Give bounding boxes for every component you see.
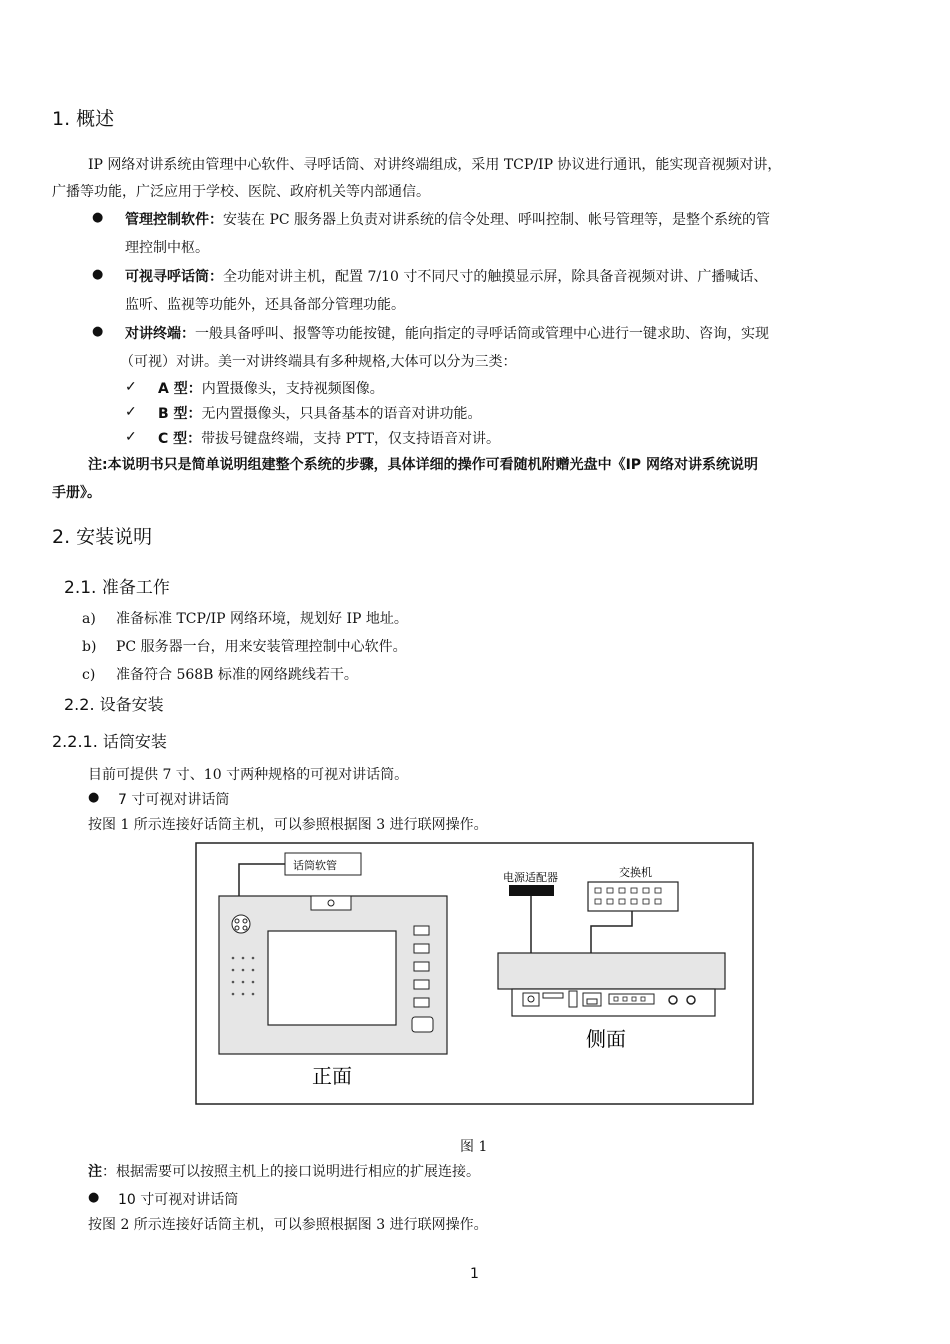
side-label: 侧面 — [586, 1027, 626, 1051]
expansion-note: 注：根据需要可以按照主机上的接口说明进行相应的扩展连接。 — [88, 1164, 480, 1180]
hose-port — [232, 915, 250, 933]
manual-note-cont: 手册》。 — [52, 485, 101, 501]
bullet-paging-mic: 可视寻呼话筒：全功能对讲主机，配置 7/10 寸不同尺寸的触摸显示屏，除具备音视频对讲、广播喊话、 — [125, 269, 768, 285]
front-label: 正面 — [312, 1064, 352, 1088]
bullet-dot: ● — [92, 324, 104, 339]
bullet-dot: ● — [92, 210, 104, 225]
switch-toggle — [569, 991, 577, 1007]
prep-item-mark: b) — [82, 639, 97, 655]
check-icon: ✓ — [125, 429, 137, 445]
figure-1-diagram — [195, 842, 755, 1106]
switch-box — [588, 882, 678, 911]
prep-item: 准备标准 TCP/IP 网络环境，规划好 IP 地址。 — [116, 611, 408, 627]
power-adapter — [509, 885, 554, 896]
bullet-dot: ● — [88, 1190, 100, 1205]
bullet-terminal: 对讲终端：一般具备呼叫、报警等功能按键，能向指定的寻呼话筒或管理中心进行一键求助、咨询，实现 — [125, 326, 769, 342]
bullet-dot: ● — [92, 267, 104, 282]
mic-intro: 目前可提供 7 寸、10 寸两种规格的可视对讲话筒。 — [88, 767, 409, 783]
camera-housing — [311, 896, 351, 910]
intro-line-2: 广播等功能，广泛应用于学校、医院、政府机关等内部通信。 — [52, 184, 430, 200]
page-number: 1 — [470, 1266, 479, 1282]
hose-label: 话筒软管 — [293, 859, 337, 872]
type-c: C 型：带拔号键盘终端，支持 PTT，仅支持语音对讲。 — [158, 431, 500, 447]
intro-line-1: IP 网络对讲系统由管理中心软件、寻呼话筒、对讲终端组成，采用 TCP/IP 协议进行通讯，能实现音视频对讲， — [88, 157, 782, 173]
prep-heading: 2.1. 准备工作 — [64, 578, 170, 598]
power-label: 电源适配器 — [503, 871, 558, 884]
bullet-software: 管理控制软件：安装在 PC 服务器上负责对讲系统的信令处理、呼叫控制、帐号管理等，是整个系统的管 — [125, 212, 771, 228]
handset-side-body — [498, 953, 725, 989]
type-a: A 型：内置摄像头，支持视频图像。 — [158, 381, 384, 397]
switch-label: 交换机 — [619, 866, 652, 879]
prep-item: 准备符合 568B 标准的网络跳线若干。 — [116, 667, 358, 683]
mic7-title: 7 寸可视对讲话筒 — [118, 792, 230, 808]
section-1-heading: 1. 概述 — [52, 108, 115, 130]
power-port — [523, 993, 539, 1006]
terminal-block — [609, 994, 654, 1004]
check-icon: ✓ — [125, 404, 137, 420]
slot — [543, 993, 563, 998]
mic10-text: 按图 2 所示连接好话筒主机，可以参照根据图 3 进行联网操作。 — [88, 1217, 488, 1233]
bullet-paging-mic-cont: 监听、监视等功能外，还具备部分管理功能。 — [125, 297, 405, 313]
section-2-heading: 2. 安装说明 — [52, 526, 153, 548]
touch-screen — [268, 931, 396, 1025]
bullet-terminal-cont: （可视）对讲。美一对讲终端具有多种规格,大体可以分为三类： — [120, 354, 517, 370]
bullet-software-cont: 理控制中枢。 — [125, 240, 209, 256]
prep-item-mark: a) — [82, 611, 96, 627]
install-heading: 2.2. 设备安装 — [64, 695, 164, 714]
manual-note: 注:本说明书只是简单说明组建整个系统的步骤，具体详细的操作可看随机附赠光盘中《IP 网络对讲系统说明 — [88, 457, 758, 473]
figure-caption: 图 1 — [460, 1139, 488, 1155]
bullet-dot: ● — [88, 790, 100, 805]
prep-item: PC 服务器一台，用来安装管理控制中心软件。 — [116, 639, 407, 655]
prep-item-mark: c) — [82, 667, 96, 683]
mic-heading: 2.2.1. 话筒安装 — [52, 732, 167, 751]
mic10-title: 10 寸可视对讲话筒 — [118, 1192, 239, 1208]
type-b: B 型：无内置摄像头，只具备基本的语音对讲功能。 — [158, 406, 482, 422]
check-icon: ✓ — [125, 379, 137, 395]
mic7-text: 按图 1 所示连接好话筒主机，可以参照根据图 3 进行联网操作。 — [88, 817, 488, 833]
